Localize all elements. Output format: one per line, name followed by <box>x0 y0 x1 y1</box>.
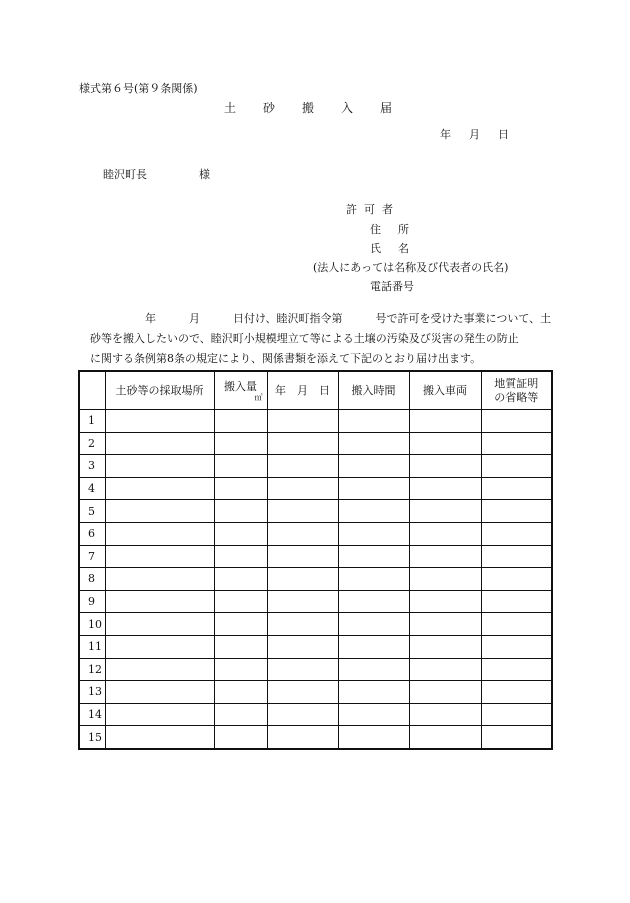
certificate-cell[interactable] <box>481 726 552 749</box>
table-row <box>79 613 552 636</box>
certificate-cell[interactable] <box>481 703 552 726</box>
table-row <box>79 522 552 545</box>
row-number: 13 <box>79 681 105 704</box>
table-header-row <box>79 371 552 410</box>
header-vehicle: 搬入車両 <box>409 371 481 410</box>
time-cell[interactable] <box>338 658 409 681</box>
name-char: 氏 <box>370 242 381 255</box>
date-cell[interactable] <box>267 500 338 523</box>
amount-cell[interactable] <box>214 455 267 478</box>
source-location-cell[interactable] <box>105 410 214 433</box>
body-text <box>90 309 550 369</box>
certificate-cell[interactable] <box>481 432 552 455</box>
row-number: 7 <box>79 545 105 568</box>
title-char: 砂 <box>263 101 276 115</box>
table-row <box>79 635 552 658</box>
certificate-cell[interactable] <box>481 500 552 523</box>
header-time: 搬入時間 <box>338 371 409 410</box>
row-number: 9 <box>79 590 105 613</box>
date-line <box>440 126 527 142</box>
vehicle-cell[interactable] <box>409 658 481 681</box>
row-number: 15 <box>79 726 105 749</box>
vehicle-cell[interactable] <box>409 613 481 636</box>
row-number: 14 <box>79 703 105 726</box>
amount-cell[interactable] <box>214 613 267 636</box>
amount-cell[interactable] <box>214 568 267 591</box>
table-row <box>79 726 552 749</box>
source-location-cell[interactable] <box>105 613 214 636</box>
time-cell[interactable] <box>338 455 409 478</box>
table-row <box>79 590 552 613</box>
delivery-table <box>78 370 553 750</box>
certificate-cell[interactable] <box>481 658 552 681</box>
amount-cell[interactable] <box>214 590 267 613</box>
table-body <box>79 410 552 749</box>
header-certificate-line2: の省略等 <box>494 390 539 404</box>
corporation-note: (法人にあっては名称及び代表者の氏名) <box>313 261 509 274</box>
amount-cell[interactable] <box>214 635 267 658</box>
table-row <box>79 568 552 591</box>
certificate-cell[interactable] <box>481 455 552 478</box>
date-cell[interactable] <box>267 703 338 726</box>
address-char: 住 <box>370 223 381 236</box>
address-label <box>370 221 426 237</box>
vehicle-cell[interactable] <box>409 477 481 500</box>
permit-char: 者 <box>382 203 393 216</box>
source-location-cell[interactable] <box>105 703 214 726</box>
title-char: 土 <box>224 101 237 115</box>
vehicle-cell[interactable] <box>409 590 481 613</box>
header-certificate-line1: 地質証明 <box>494 376 539 390</box>
time-cell[interactable] <box>338 590 409 613</box>
month-label: 月 <box>469 128 480 141</box>
date-cell[interactable] <box>267 681 338 704</box>
header-no <box>79 371 105 410</box>
certificate-cell[interactable] <box>481 410 552 433</box>
vehicle-cell[interactable] <box>409 635 481 658</box>
row-number: 10 <box>79 613 105 636</box>
permit-holder-label <box>346 201 400 217</box>
title-char: 入 <box>341 101 354 115</box>
row-number: 6 <box>79 522 105 545</box>
source-location-cell[interactable] <box>105 455 214 478</box>
date-cell[interactable] <box>267 477 338 500</box>
row-number: 1 <box>79 410 105 433</box>
source-location-cell[interactable] <box>105 635 214 658</box>
row-number: 5 <box>79 500 105 523</box>
date-cell[interactable] <box>267 545 338 568</box>
title-char: 搬 <box>302 101 315 115</box>
amount-cell[interactable] <box>214 545 267 568</box>
vehicle-cell[interactable] <box>409 500 481 523</box>
time-cell[interactable] <box>338 410 409 433</box>
source-location-cell[interactable] <box>105 590 214 613</box>
row-number: 2 <box>79 432 105 455</box>
table-row <box>79 410 552 433</box>
permit-char: 許 <box>346 203 357 216</box>
vehicle-cell[interactable] <box>409 432 481 455</box>
day-label: 日 <box>498 128 509 141</box>
certificate-cell[interactable] <box>481 522 552 545</box>
phone-label: 電話番号 <box>370 280 414 293</box>
form-number: 様式第６号(第９条関係) <box>79 82 198 95</box>
addressee <box>103 166 210 182</box>
document-title <box>224 99 419 116</box>
amount-cell[interactable] <box>214 500 267 523</box>
row-number: 11 <box>79 635 105 658</box>
vehicle-cell[interactable] <box>409 545 481 568</box>
name-char: 名 <box>398 242 409 255</box>
date-cell[interactable] <box>267 568 338 591</box>
title-char: 届 <box>380 101 393 115</box>
vehicle-cell[interactable] <box>409 522 481 545</box>
table-row <box>79 477 552 500</box>
vehicle-cell[interactable] <box>409 568 481 591</box>
source-location-cell[interactable] <box>105 681 214 704</box>
body-line: 年 月 日付け、睦沢町指令第 号で許可を受けた事業について、土 <box>90 312 552 325</box>
date-cell[interactable] <box>267 590 338 613</box>
body-line: に関する条例第8条の規定により、関係書類を添えて下記のとおり届け出ます。 <box>90 352 482 365</box>
amount-cell[interactable] <box>214 703 267 726</box>
table-row <box>79 681 552 704</box>
table-row <box>79 455 552 478</box>
amount-cell[interactable] <box>214 522 267 545</box>
date-cell[interactable] <box>267 455 338 478</box>
header-date: 年 月 日 <box>267 371 338 410</box>
time-cell[interactable] <box>338 635 409 658</box>
vehicle-cell[interactable] <box>409 703 481 726</box>
amount-cell[interactable] <box>214 432 267 455</box>
amount-cell[interactable] <box>214 726 267 749</box>
date-cell[interactable] <box>267 410 338 433</box>
time-cell[interactable] <box>338 703 409 726</box>
date-cell[interactable] <box>267 726 338 749</box>
time-cell[interactable] <box>338 613 409 636</box>
amount-cell[interactable] <box>214 410 267 433</box>
time-cell[interactable] <box>338 726 409 749</box>
certificate-cell[interactable] <box>481 590 552 613</box>
source-location-cell[interactable] <box>105 545 214 568</box>
certificate-cell[interactable] <box>481 568 552 591</box>
table-row <box>79 432 552 455</box>
date-cell[interactable] <box>267 635 338 658</box>
table-row <box>79 703 552 726</box>
row-number: 3 <box>79 455 105 478</box>
time-cell[interactable] <box>338 432 409 455</box>
time-cell[interactable] <box>338 568 409 591</box>
header-amount-unit: ㎥ <box>254 392 263 402</box>
vehicle-cell[interactable] <box>409 726 481 749</box>
vehicle-cell[interactable] <box>409 681 481 704</box>
time-cell[interactable] <box>338 681 409 704</box>
certificate-cell[interactable] <box>481 477 552 500</box>
table-row <box>79 545 552 568</box>
header-amount <box>214 371 267 410</box>
source-location-cell[interactable] <box>105 477 214 500</box>
source-location-cell[interactable] <box>105 432 214 455</box>
time-cell[interactable] <box>338 522 409 545</box>
source-location-cell[interactable] <box>105 568 214 591</box>
time-cell[interactable] <box>338 545 409 568</box>
date-cell[interactable] <box>267 613 338 636</box>
table-row <box>79 500 552 523</box>
name-label <box>370 240 426 256</box>
header-certificate <box>481 371 552 410</box>
addressee-name: 睦沢町長 <box>103 168 147 181</box>
vehicle-cell[interactable] <box>409 410 481 433</box>
table-row <box>79 658 552 681</box>
source-location-cell[interactable] <box>105 522 214 545</box>
year-label: 年 <box>440 128 451 141</box>
permit-char: 可 <box>364 203 375 216</box>
date-cell[interactable] <box>267 522 338 545</box>
source-location-cell[interactable] <box>105 726 214 749</box>
addressee-honorific: 様 <box>199 168 210 181</box>
row-number: 12 <box>79 658 105 681</box>
date-cell[interactable] <box>267 432 338 455</box>
certificate-cell[interactable] <box>481 681 552 704</box>
time-cell[interactable] <box>338 477 409 500</box>
amount-cell[interactable] <box>214 681 267 704</box>
row-number: 4 <box>79 477 105 500</box>
header-amount-label: 搬入量 <box>224 379 257 393</box>
date-cell[interactable] <box>267 658 338 681</box>
source-location-cell[interactable] <box>105 658 214 681</box>
certificate-cell[interactable] <box>481 613 552 636</box>
certificate-cell[interactable] <box>481 635 552 658</box>
vehicle-cell[interactable] <box>409 455 481 478</box>
source-location-cell[interactable] <box>105 500 214 523</box>
header-source-location: 土砂等の採取場所 <box>105 371 214 410</box>
time-cell[interactable] <box>338 500 409 523</box>
amount-cell[interactable] <box>214 477 267 500</box>
body-line: 砂等を搬入したいので、睦沢町小規模埋立て等による土壌の汚染及び災害の発生の防止 <box>90 332 519 345</box>
amount-cell[interactable] <box>214 658 267 681</box>
address-char: 所 <box>398 223 409 236</box>
certificate-cell[interactable] <box>481 545 552 568</box>
row-number: 8 <box>79 568 105 591</box>
